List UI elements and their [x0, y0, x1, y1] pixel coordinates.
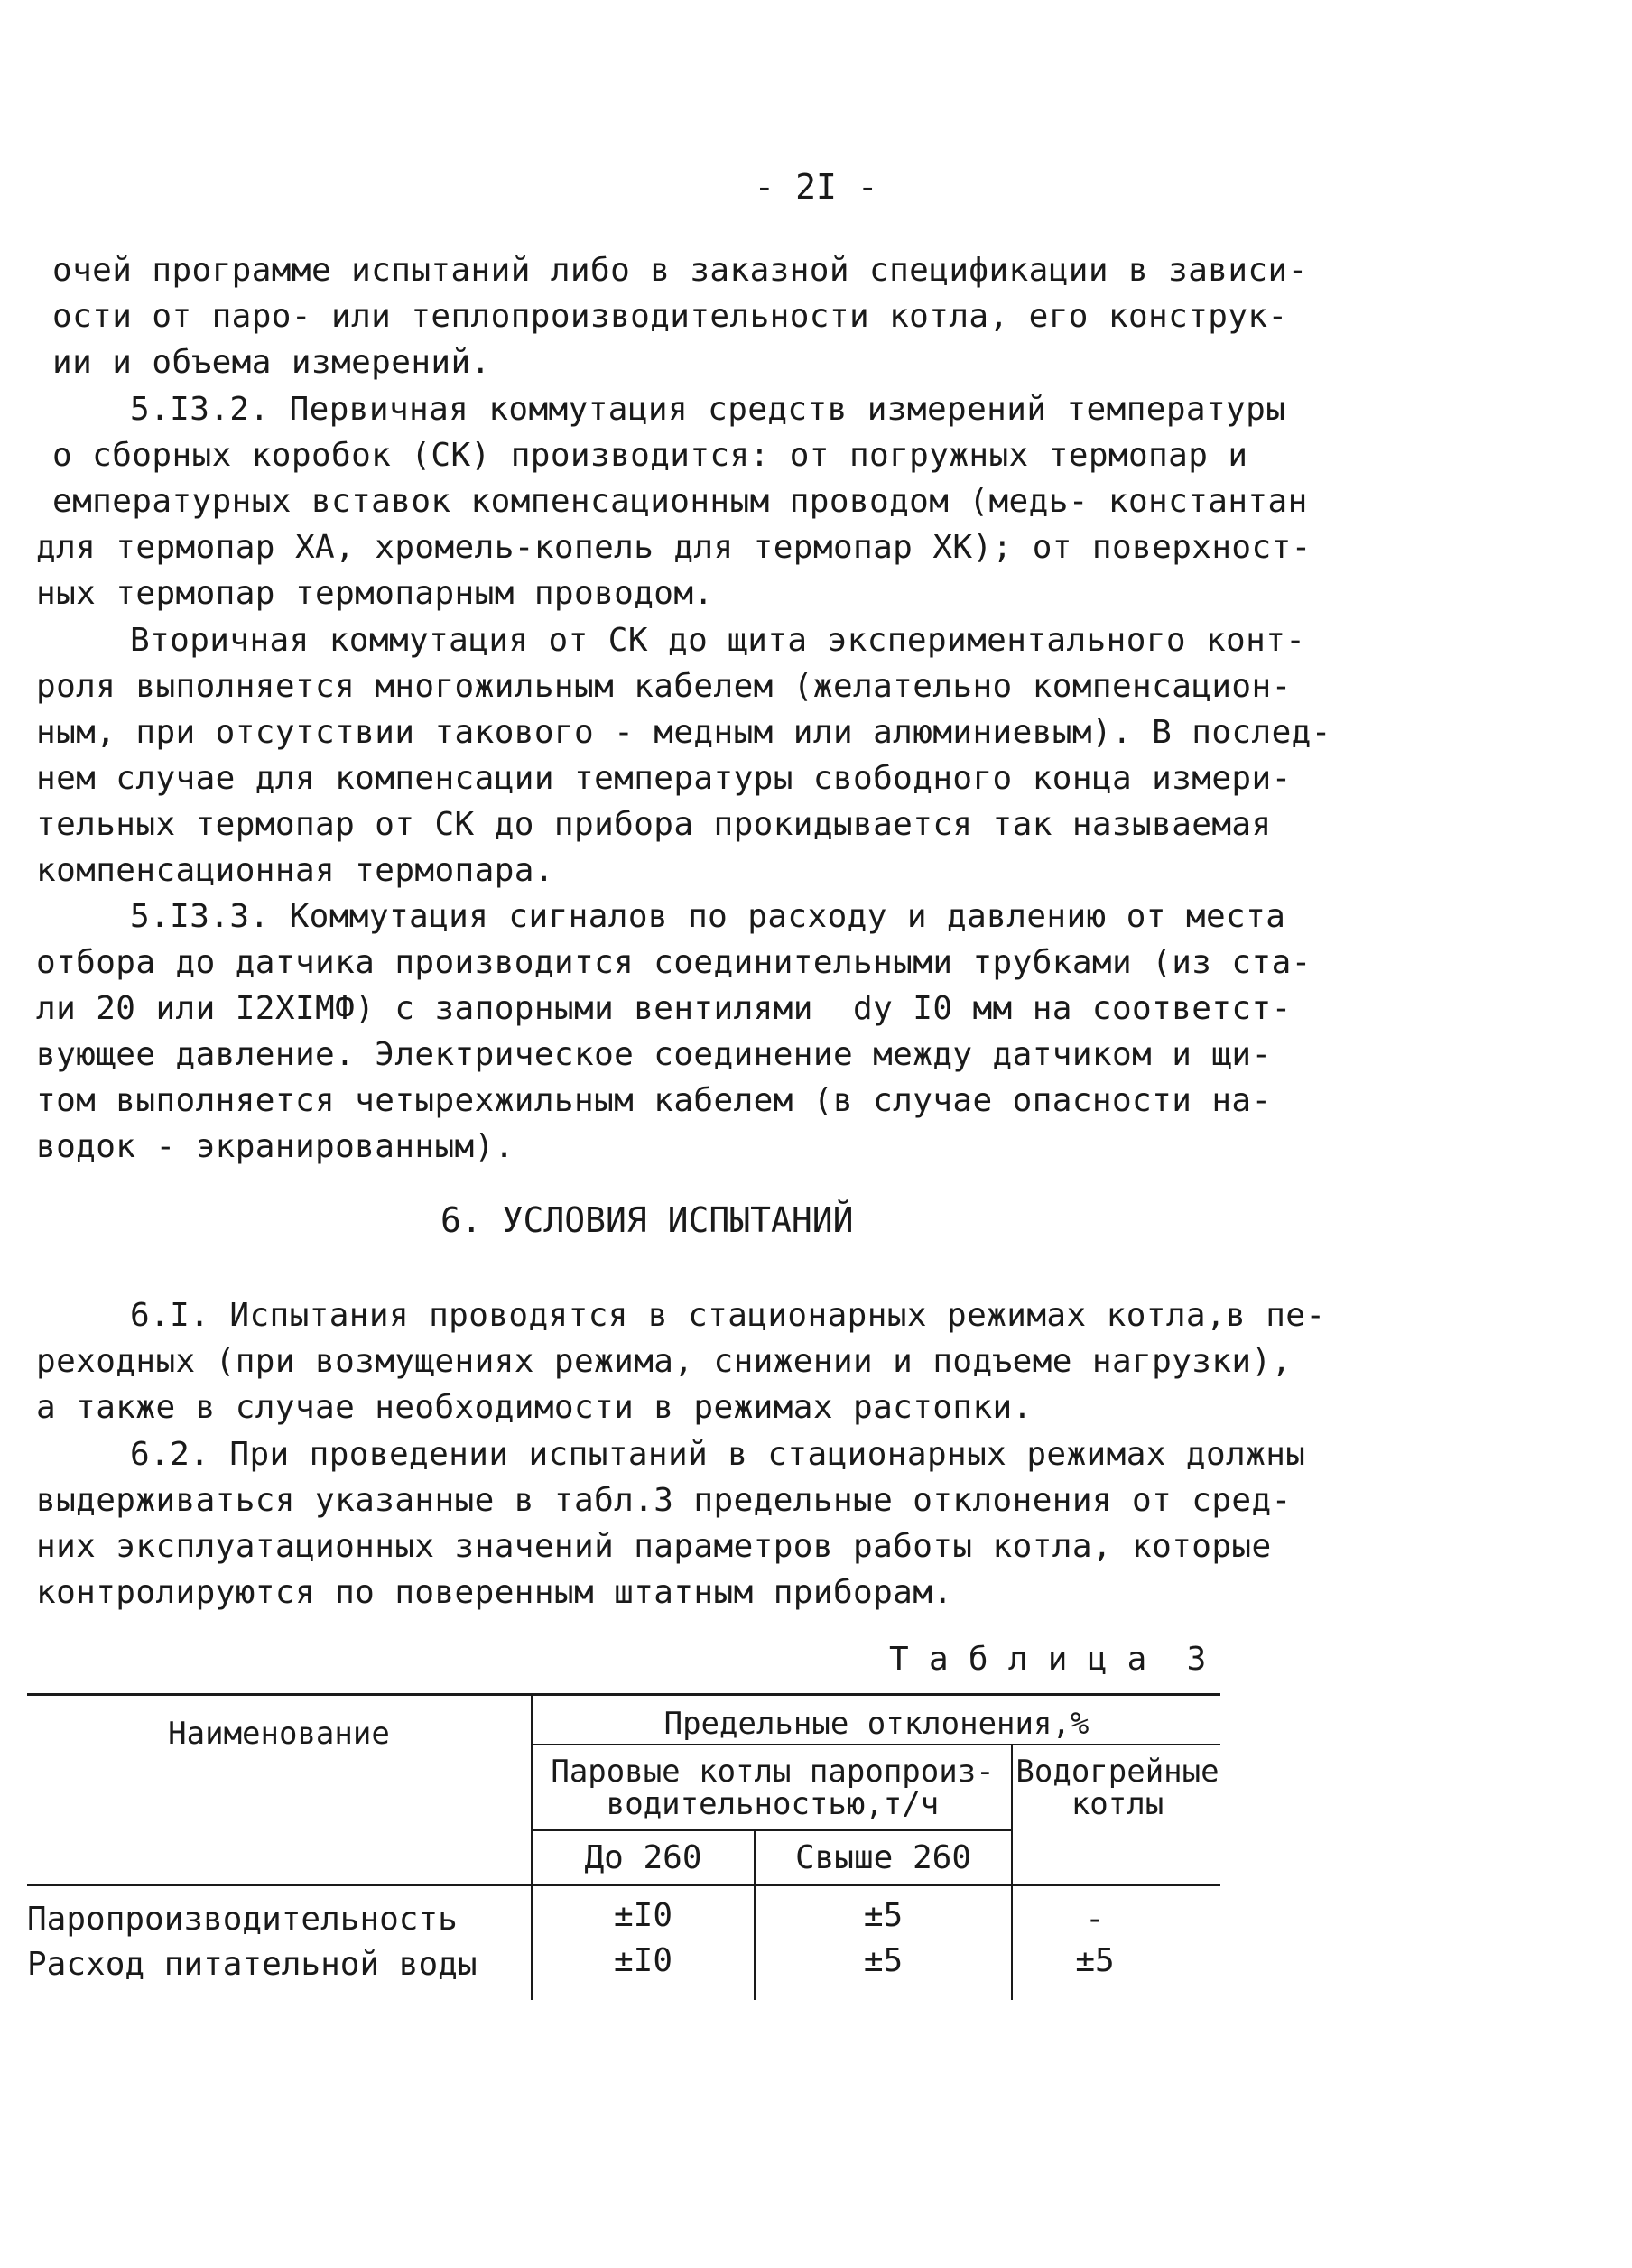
table-cell-water: -: [1085, 1901, 1105, 1938]
text-line: а также в случае необходимости в режимах растопки.: [36, 1389, 1033, 1426]
table-cell-over: ±5: [863, 1942, 904, 1979]
section-heading: 6. УСЛОВИЯ ИСПЫТАНИЙ: [440, 1200, 854, 1240]
text-line: тельных термопар от СК до прибора прокидывается так называемая: [36, 806, 1272, 843]
text-line: очей программе испытаний либо в заказной спецификации в зависи-: [52, 252, 1308, 289]
text-line: ии и объема измерений.: [52, 344, 491, 381]
table-rule: [533, 1829, 1013, 1831]
table-rule: [533, 1744, 1220, 1745]
table-header-rule: [27, 1884, 1220, 1886]
table-cell-upto: ±I0: [613, 1897, 673, 1934]
text-line: ным, при отсутствии такового - медным или алюминиевым). В послед-: [36, 714, 1331, 751]
text-line: роля выполняется многожильным кабелем (желательно компенсацион-: [36, 668, 1292, 705]
text-line: водок - экранированным).: [36, 1128, 515, 1165]
table-cell-upto: ±I0: [613, 1942, 673, 1979]
text-line: них эксплуатационных значений параметров работы котла, которые: [36, 1528, 1272, 1565]
table-cell-name: Расход питательной воды: [27, 1946, 478, 1983]
table-cell-name: Паропроизводительность: [27, 1901, 458, 1938]
text-line: о сборных коробок (СК) производится: от погружных термопар и: [52, 437, 1248, 474]
table-header-name: Наименование: [168, 1716, 390, 1752]
text-line: 5.I3.3. Коммутация сигналов по расходу и давлению от места: [130, 898, 1286, 935]
table-header-deviations: Предельные отклонения,%: [663, 1706, 1090, 1742]
text-line: контролируются по поверенным штатным приборам.: [36, 1574, 953, 1611]
text-line: ости от паро- или теплопроизводительности котла, его конструк-: [52, 298, 1288, 335]
text-line: вующее давление. Электрическое соединение между датчиком и щи-: [36, 1036, 1272, 1073]
table-top-rule: [27, 1693, 1220, 1696]
text-line: Вторичная коммутация от СК до щита экспериментального конт-: [130, 622, 1306, 659]
table-header-over: Свыше 260: [794, 1839, 972, 1876]
table-header-water: Водогрейные котлы: [1015, 1754, 1219, 1822]
table-cell-over: ±5: [863, 1897, 904, 1934]
table-caption: Т а б л и ц а 3: [889, 1641, 1207, 1678]
table-cell-water: ±5: [1075, 1942, 1115, 1979]
table-header-steam: Паровые котлы паропроиз-водительностью,т/ч: [551, 1754, 995, 1822]
table-column-rule: [1011, 1744, 1013, 2000]
page-number: - 2I -: [754, 167, 878, 207]
text-line: 6.I. Испытания проводятся в стационарных режимах котла,в пе-: [130, 1297, 1326, 1334]
text-line: 5.I3.2. Первичная коммутация средств измерений температуры: [130, 391, 1286, 428]
text-line: 6.2. При проведении испытаний в стационарных режимах должны: [130, 1436, 1306, 1473]
text-line: емпературных вставок компенсационным проводом (медь- константан: [52, 483, 1308, 520]
text-line: нем случае для компенсации температуры свободного конца измери-: [36, 760, 1292, 797]
text-line: отбора до датчика производится соединительными трубками (из ста-: [36, 944, 1312, 981]
text-line: для термопар ХА, хромель-копель для термопар ХК); от поверхност-: [36, 529, 1312, 566]
text-line: ли 20 или I2ХIМФ) с запорными вентилями dу I0 мм на соответст-: [36, 990, 1292, 1027]
text-line: компенсационная термопара.: [36, 852, 554, 889]
text-line: выдерживаться указанные в табл.3 предельные отклонения от сред-: [36, 1482, 1292, 1519]
text-line: реходных (при возмущениях режима, снижении и подъеме нагрузки),: [36, 1343, 1292, 1380]
text-line: том выполняется четырехжильным кабелем (в случае опасности на-: [36, 1082, 1272, 1119]
table-header-upto: До 260: [584, 1839, 702, 1876]
text-line: ных термопар термопарным проводом.: [36, 575, 714, 612]
